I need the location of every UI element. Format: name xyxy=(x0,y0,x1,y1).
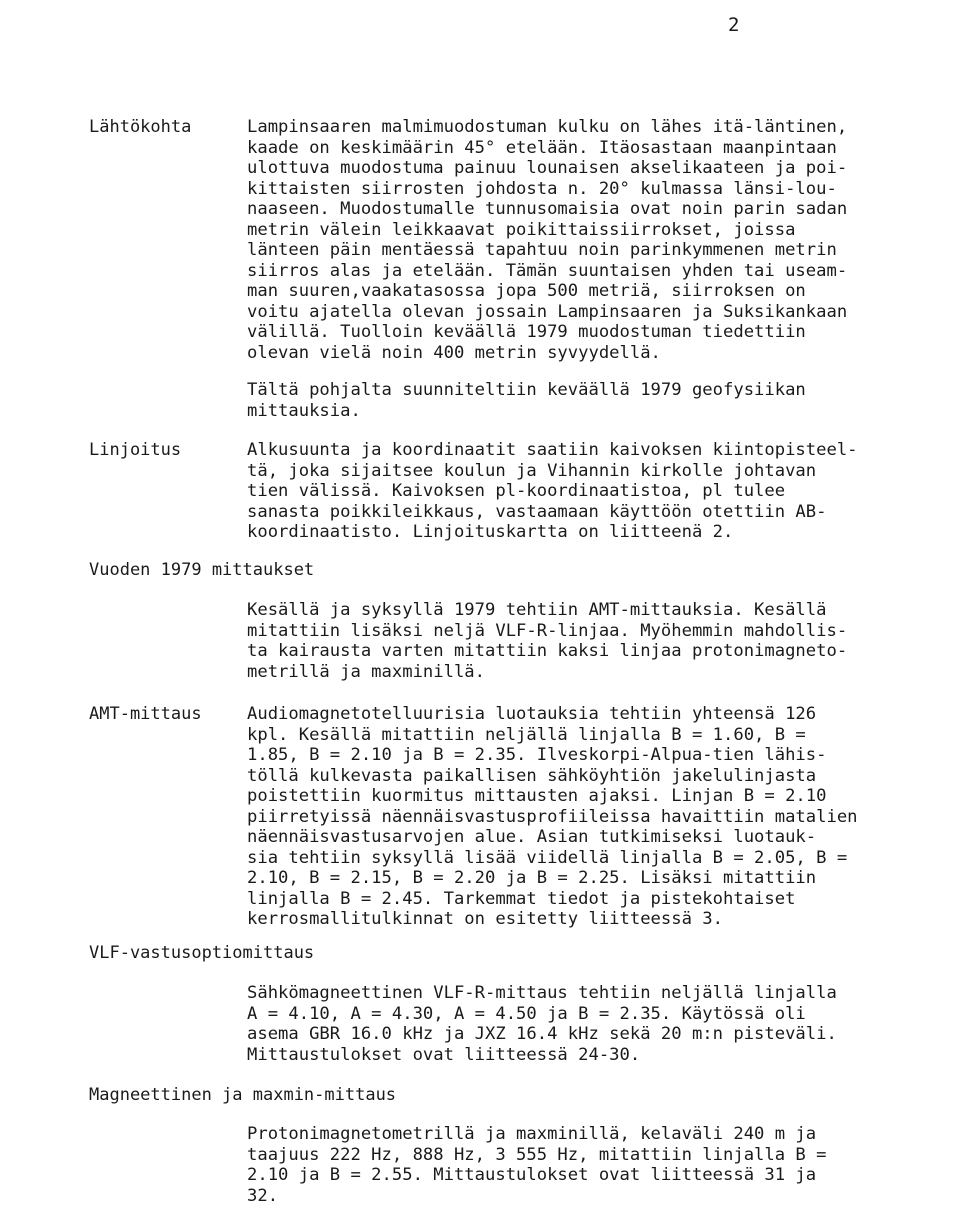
text-line: sia tehtiin syksyllä lisää viidellä linjalla B = 2.05, B = xyxy=(247,848,959,869)
text-line: Lampinsaaren malmimuodostuman kulku on lähes itä-läntinen, xyxy=(247,117,959,138)
text-line: Protonimagnetometrillä ja maxminillä, kelaväli 240 m ja xyxy=(247,1124,959,1145)
text-line: A = 4.10, A = 4.30, A = 4.50 ja B = 2.35. Käytössä oli xyxy=(247,1004,959,1025)
text-line: mitattiin lisäksi neljä VLF-R-linjaa. Myöhemmin mahdollis- xyxy=(247,621,959,642)
text-line: tien välissä. Kaivoksen pl-koordinaatistoa, pl tulee xyxy=(247,481,959,502)
text-line: välillä. Tuolloin keväällä 1979 muodostuman tiedettiin xyxy=(247,322,959,343)
text-line: Tältä pohjalta suunniteltiin keväällä 1979 geofysiikan xyxy=(247,380,959,401)
text-line: kittaisten siirrosten johdosta n. 20° kulmassa länsi-lou- xyxy=(247,179,959,200)
section-label-lahtokohta: Lähtökohta xyxy=(89,117,191,138)
paragraph-linjoitus xyxy=(247,440,959,543)
text-line: ulottuva muodostuma painuu lounaisen akselikaateen ja poi- xyxy=(247,158,959,179)
text-line: poistettiin kuormitus mittausten ajaksi. Linjan B = 2.10 xyxy=(247,786,959,807)
text-line: metrin välein leikkaavat poikittaissiirrokset, joissa xyxy=(247,220,959,241)
text-line: asema GBR 16.0 kHz ja JXZ 16.4 kHz sekä 20 m:n pisteväli. xyxy=(247,1024,959,1045)
text-line: 2.10 ja B = 2.55. Mittaustulokset ovat liitteessä 31 ja xyxy=(247,1165,959,1186)
page-number: 2 xyxy=(728,14,739,36)
text-line: siirros alas ja etelään. Tämän suuntaisen yhden tai useam- xyxy=(247,261,959,282)
text-line: 32. xyxy=(247,1186,959,1206)
text-line: näennäisvastusarvojen alue. Asian tutkimiseksi luotauk- xyxy=(247,827,959,848)
text-line: taajuus 222 Hz, 888 Hz, 3 555 Hz, mitattiin linjalla B = xyxy=(247,1145,959,1166)
paragraph-magneettinen xyxy=(247,1124,959,1206)
text-line: voitu ajatella olevan jossain Lampinsaaren ja Suksikankaan xyxy=(247,302,959,323)
text-line: kaade on keskimäärin 45° etelään. Itäosastaan maanpintaan xyxy=(247,138,959,159)
text-line: 1.85, B = 2.10 ja B = 2.35. Ilveskorpi-Alpua-tien lähis- xyxy=(247,745,959,766)
paragraph-lahtokohta-2 xyxy=(247,380,959,421)
text-line: 2.10, B = 2.15, B = 2.20 ja B = 2.25. Lisäksi mitattiin xyxy=(247,868,959,889)
text-line: sanasta poikkileikkaus, vastaamaan käyttöön otettiin AB- xyxy=(247,502,959,523)
section-label-linjoitus: Linjoitus xyxy=(89,440,181,461)
text-line: olevan vielä noin 400 metrin syvyydellä. xyxy=(247,343,959,364)
text-line: mittauksia. xyxy=(247,401,959,422)
text-line: länteen päin mentäessä tapahtuu noin parinkymmenen metrin xyxy=(247,240,959,261)
text-line: Kesällä ja syksyllä 1979 tehtiin AMT-mittauksia. Kesällä xyxy=(247,600,959,621)
section-heading-magneettinen: Magneettinen ja maxmin-mittaus xyxy=(89,1085,396,1105)
section-label-amt: AMT-mittaus xyxy=(89,704,202,725)
text-line: naaseen. Muodostumalle tunnusomaisia ovat noin parin sadan xyxy=(247,199,959,220)
paragraph-vlf xyxy=(247,983,959,1065)
text-line: Mittaustulokset ovat liitteessä 24-30. xyxy=(247,1045,959,1066)
text-line: linjalla B = 2.45. Tarkemmat tiedot ja pistekohtaiset xyxy=(247,889,959,910)
section-heading-vuoden-1979: Vuoden 1979 mittaukset xyxy=(89,560,314,580)
text-line: Alkusuunta ja koordinaatit saatiin kaivoksen kiintopisteel- xyxy=(247,440,959,461)
text-line: piirretyissä näennäisvastusprofiileissa havaittiin matalien xyxy=(247,807,959,828)
paragraph-vuoden-1979 xyxy=(247,600,959,682)
section-heading-vlf: VLF-vastusoptiomittaus xyxy=(89,943,314,963)
text-line: metrillä ja maxminillä. xyxy=(247,662,959,683)
text-line: kpl. Kesällä mitattiin neljällä linjalla B = 1.60, B = xyxy=(247,725,959,746)
text-line: Audiomagnetotelluurisia luotauksia tehtiin yhteensä 126 xyxy=(247,704,959,725)
text-line: Sähkömagneettinen VLF-R-mittaus tehtiin neljällä linjalla xyxy=(247,983,959,1004)
text-line: töllä kulkevasta paikallisen sähköyhtiön jakelulinjasta xyxy=(247,766,959,787)
text-line: tä, joka sijaitsee koulun ja Vihannin kirkolle johtavan xyxy=(247,461,959,482)
paragraph-amt xyxy=(247,704,959,930)
text-line: kerrosmallitulkinnat on esitetty liitteessä 3. xyxy=(247,909,959,930)
text-line: man suuren,vaakatasossa jopa 500 metriä, siirroksen on xyxy=(247,281,959,302)
text-line: koordinaatisto. Linjoituskartta on liitteenä 2. xyxy=(247,522,959,543)
text-line: ta kairausta varten mitattiin kaksi linjaa protonimagneto- xyxy=(247,641,959,662)
paragraph-lahtokohta xyxy=(247,117,959,363)
